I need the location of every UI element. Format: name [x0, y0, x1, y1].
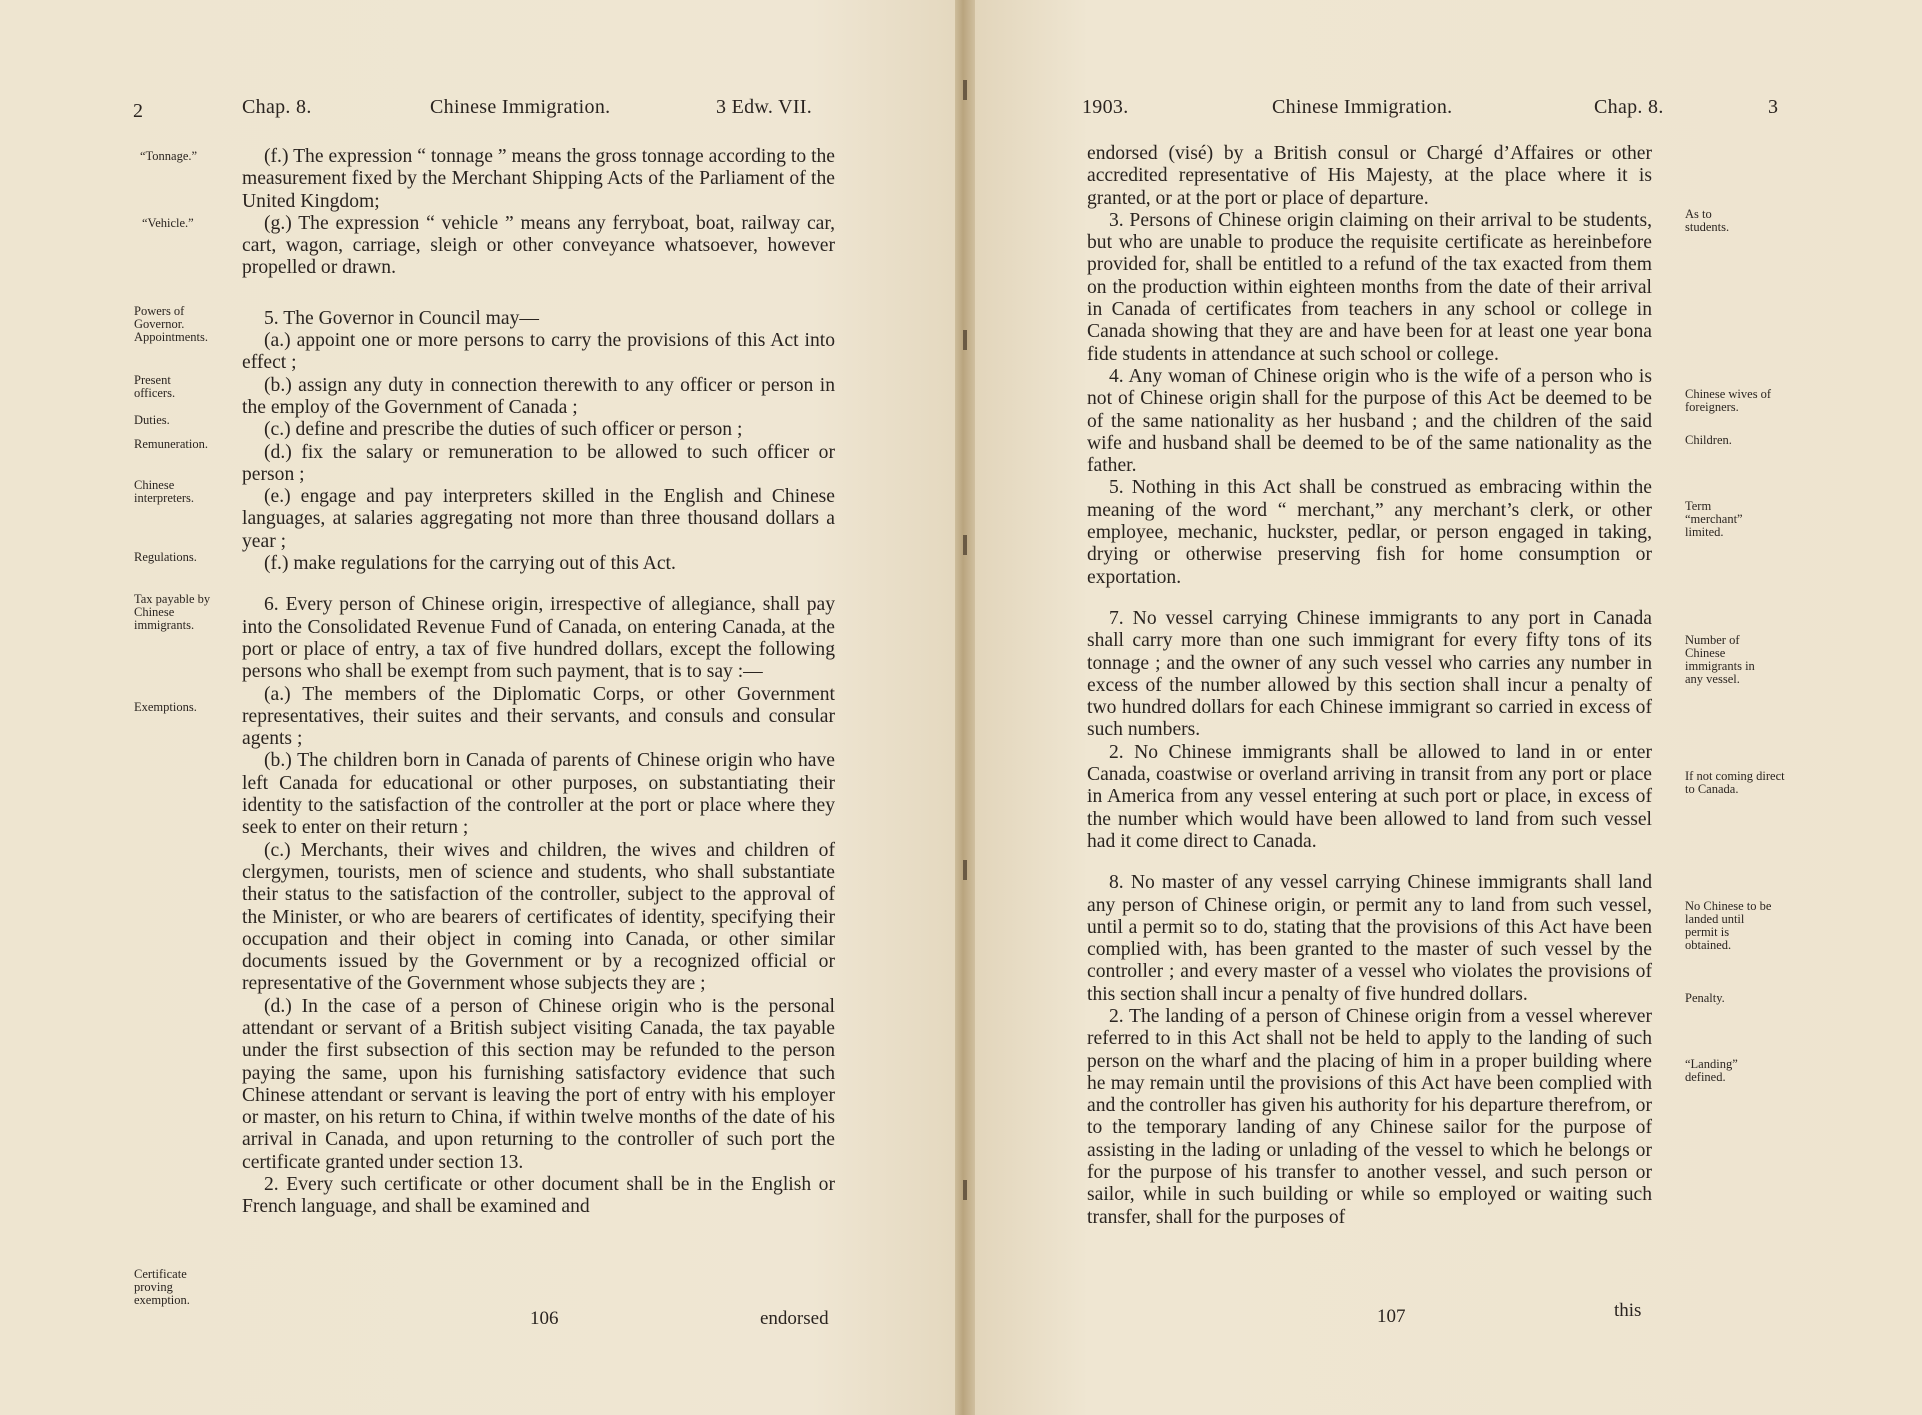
margin-note: Present officers.	[134, 373, 176, 400]
binding-thread	[963, 1180, 967, 1200]
margin-note: Chinese interpreters.	[134, 478, 195, 505]
margin-note: If not coming direct to Canada.	[1685, 769, 1785, 796]
page-number: 3	[1768, 96, 1778, 118]
section-paragraph: 8. No master of any vessel carrying Chinese immigrants shall land any person of Chinese origin, or permit any to land from such vessel, until a permit so to do, stating that the provisions of this Act have been complied with, has been granted to the master of such vessel by the controller ; and every master of a vessel who violates the provisions of this section shall incur a penalty of five hundred dollars.	[1087, 872, 1652, 1005]
paragraph: (b.) assign any duty in connection therewith to any officer or person in the employ of the Government of Canada ;	[242, 374, 835, 418]
left-page	[0, 0, 955, 1415]
catchword: endorsed	[760, 1308, 829, 1329]
paragraph: (f.) make regulations for the carrying out of this Act.	[264, 553, 676, 575]
year: 1903.	[1082, 96, 1129, 118]
book-gutter	[955, 0, 975, 1415]
paragraph: 4. Any woman of Chinese origin who is the wife of a person who is not of Chinese origin shall for the purpose of this Act be deemed to be of the same nationality as her husband ; and the children of the said wife and husband shall be deemed to be of the same nationality as the father.	[1087, 365, 1652, 477]
margin-note: Duties.	[134, 413, 170, 427]
paragraph: (b.) The children born in Canada of parents of Chinese origin who have left Canada for educational or other purposes, on substantiating their identity to the satisfaction of the controller at the port or place where they seek to enter on their return ;	[242, 750, 835, 839]
margin-note: Penalty.	[1685, 991, 1725, 1005]
paragraph: 2. The landing of a person of Chinese origin from a vessel wherever referred to in this Act shall not be held to apply to the landing of such person on the wharf and the placing of him in a proper building where he may remain until the provisions of this Act have been complied with and the controller has given his authority for his departure therefrom, or to the temporary landing of any Chinese sailor for the purpose of assisting in the lading or unlading of the vessel to which he belongs or for the purpose of his transfer to another vessel, and such person or sailor, while in such building or while so employed or waiting such transfer, shall for the purposes of	[1087, 1005, 1652, 1228]
margin-note: Chinese wives of foreigners.	[1685, 387, 1772, 414]
chapter-label: Chap. 8.	[1594, 96, 1664, 118]
margin-note: Powers of Governor. Appointments.	[134, 304, 208, 344]
paragraph: (g.) The expression “ vehicle ” means any ferryboat, boat, railway car, cart, wagon, carriage, sleigh or other conveyance whatsoever, however propelled or drawn.	[242, 212, 835, 279]
section-paragraph: 6. Every person of Chinese origin, irrespective of allegiance, shall pay into the Consolidated Revenue Fund of Canada, on entering Canada, at the port or place of entry, a tax of five hundred dollars, except the following persons who shall be exempt from such payment, that is to say :—	[242, 594, 835, 683]
margin-note: Number of Chinese immigrants in any vessel.	[1685, 633, 1755, 686]
paragraph: (f.) The expression “ tonnage ” means the gross tonnage according to the measurement fixed by the Merchant Shipping Acts of the Parliament of the United Kingdom;	[242, 146, 835, 212]
section-paragraph: 7. No vessel carrying Chinese immigrants to any port in Canada shall carry more than one such immigrant for every fifty tons of its tonnage ; and the owner of any such vessel who carries any number in excess of the number allowed by this section shall incur a penalty of two hundred dollars for each Chinese immigrant so carried in excess of such numbers.	[1087, 607, 1652, 741]
folio-number: 107	[1377, 1306, 1406, 1327]
binding-thread	[963, 80, 967, 100]
paragraph: 2. Every such certificate or other document shall be in the English or French language, and shall be examined and	[242, 1174, 835, 1218]
paragraph: (a.) appoint one or more persons to carry the provisions of this Act into effect ;	[242, 330, 835, 374]
paragraph: endorsed (visé) by a British consul or Chargé d’Affaires or other accredited representative of His Majesty, at the place where it is granted, or at the port or place of departure.	[1087, 143, 1652, 209]
section-heading: 5. The Governor in Council may—	[264, 307, 539, 329]
regnal-year: 3 Edw. VII.	[716, 96, 813, 118]
margin-note: Children.	[1685, 433, 1732, 447]
paragraph: (c.) define and prescribe the duties of such officer or person ;	[264, 419, 743, 441]
paragraph: 3. Persons of Chinese origin claiming on their arrival to be students, but who are unable to produce the requisite certificate as hereinbefore provided for, shall be entitled to a refund of the tax exacted from them on the production within eighteen months from the date of their arrival in Canada of certificates from teachers in any school or college in Canada showing that they are and have been for at least one year bona fide students in attendance at such school or college.	[1087, 209, 1652, 365]
margin-note: Regulations.	[134, 550, 197, 564]
folio-number: 106	[530, 1308, 559, 1329]
running-title: Chinese Immigration.	[430, 96, 611, 118]
paragraph: 5. Nothing in this Act shall be construed as embracing within the meaning of the word “ merchant,” any merchant’s clerk, or other employee, mechanic, huckster, pedlar, or person engaged in taking, drying or otherwise preserving fish for home consumption or exportation.	[1087, 477, 1652, 588]
body-text	[1087, 143, 1652, 1229]
margin-note: Certificate proving exemption.	[134, 1267, 190, 1307]
paragraph: (d.) In the case of a person of Chinese origin who is the personal attendant or servant of a British subject visiting Canada, the tax payable under the first subsection of this section may be refunded to the person paying the same, upon his furnishing satisfactory evidence that such Chinese attendant or servant is leaving the port of entry with his employer or master, on his return to China, if within twelve months of the date of his arrival in Canada, and upon returning to the controller of such port the certificate granted under section 13.	[242, 995, 835, 1173]
margin-note: Term “merchant” limited.	[1685, 499, 1743, 539]
margin-note: No Chinese to be landed until permit is obtained.	[1685, 899, 1772, 952]
margin-note: “Vehicle.”	[142, 216, 194, 230]
margin-note: “Tonnage.”	[140, 149, 198, 163]
margin-note: “Landing” defined.	[1685, 1057, 1738, 1084]
margin-note: Remuneration.	[134, 437, 208, 451]
paragraph: (e.) engage and pay interpreters skilled in the English and Chinese languages, at salaries aggregating not more than three thousand dollars a year ;	[242, 486, 835, 552]
body-text	[242, 146, 835, 1219]
paragraph: (d.) fix the salary or remuneration to be allowed to such officer or person ;	[242, 441, 835, 485]
paragraph: (a.) The members of the Diplomatic Corps, or other Government representatives, their suites and their servants, and consuls and consular agents ;	[242, 683, 835, 750]
margin-note: As to students.	[1685, 207, 1730, 234]
binding-thread	[963, 535, 967, 555]
chapter-label: Chap. 8.	[242, 96, 312, 118]
binding-thread	[963, 330, 967, 350]
paragraph: 2. No Chinese immigrants shall be allowed to land in or enter Canada, coastwise or overland arriving in transit from any port or place in America from any vessel entering at such port or place, in excess of the number which would have been allowed to land from such vessel had it come direct to Canada.	[1087, 741, 1652, 852]
page-number: 2	[133, 100, 143, 122]
margin-note: Tax payable by Chinese immigrants.	[134, 592, 211, 632]
running-title: Chinese Immigration.	[1272, 96, 1453, 118]
margin-note: Exemptions.	[134, 700, 197, 714]
catchword: this	[1614, 1300, 1642, 1321]
paragraph: (c.) Merchants, their wives and children, the wives and children of clergymen, tourists, men of science and students, who shall substantiate their status to the satisfaction of the controller, subject to the approval of the Minister, or who are bearers of certificates of identity, specifying their occupation and their object in coming into Canada, or other similar documents issued by the Government or by a recognized official or representative of the Government whose subjects they are ;	[242, 839, 835, 995]
right-page	[975, 0, 1922, 1415]
binding-thread	[963, 860, 967, 880]
